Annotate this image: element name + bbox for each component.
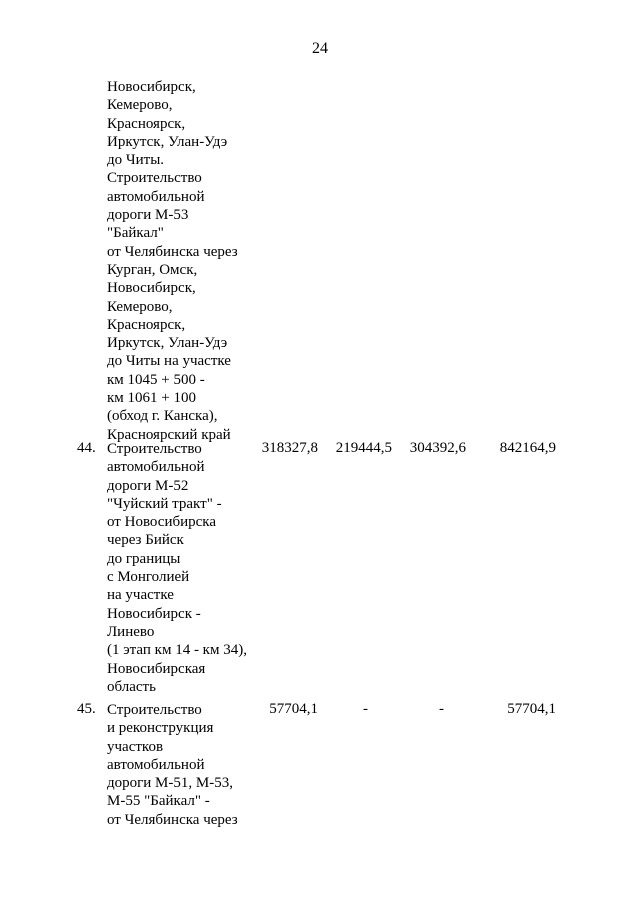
value-cell: 304392,6 [409,440,466,456]
row-description [107,440,247,696]
text-line: Кемерово, [107,97,173,114]
value-cell: 318327,8 [261,440,318,456]
value-cell: 219444,5 [335,440,392,456]
text-line: км 1061 + 100 [107,390,196,407]
text-line: Новосибирск - [107,605,201,622]
text-line: автомобильной [107,756,205,773]
text-line: Строительство [107,441,202,457]
text-line: Кемерово, [107,298,173,315]
text-line: Красноярск, [107,316,186,333]
page-number: 24 [312,40,328,57]
text-line: автомобильной [107,459,205,476]
row-number: 45. [77,701,96,717]
text-line: через Бийск [107,532,184,549]
text-line: Курган, Омск, [107,261,198,278]
text-line: дороги М-52 [107,477,189,494]
text-line: Строительство [107,170,202,187]
text-line: до Читы. [107,152,165,169]
value-cell: 57704,1 [269,701,318,717]
text-line: автомобильной [107,188,205,205]
text-line: от Новосибирска [107,514,217,531]
text-line: "Байкал" [107,225,164,242]
text-line: Линево [107,623,155,640]
text-line: область [107,678,156,695]
text-line: Красноярск, [107,115,186,132]
text-line: Красноярский край [107,426,231,443]
value-cell: - [439,701,444,717]
text-line: М-55 "Байкал" - [107,793,210,810]
text-line: Иркутск, Улан-Удэ [107,133,228,150]
row-description [107,701,238,829]
text-line: Новосибирск, [107,280,196,297]
value-cell: 57704,1 [507,701,556,717]
text-line: "Чуйский тракт" - [107,495,222,512]
text-line: участков [107,738,164,755]
text-line: Новосибирск, [107,79,196,95]
text-line: Иркутск, Улан-Удэ [107,335,228,352]
text-line: дороги М-53 [107,207,189,224]
text-line: Новосибирская [107,660,206,677]
text-line: (обход г. Канска), [107,408,218,425]
text-line: с Монголией [107,569,190,586]
text-line: Строительство [107,702,202,718]
continuation-text [107,78,238,444]
row-number: 44. [77,440,96,456]
text-line: дороги М-51, М-53, [107,775,233,792]
value-cell: 842164,9 [499,440,556,456]
text-line: от Челябинска через [107,811,238,828]
text-line: от Челябинска через [107,243,238,260]
text-line: на участке [107,587,174,604]
text-line: до границы [107,550,181,567]
text-line: и реконструкция [107,720,214,737]
value-cell: - [363,701,368,717]
text-line: (1 этап км 14 - км 34), [107,642,247,659]
text-line: до Читы на участке [107,353,231,370]
text-line: км 1045 + 500 - [107,371,205,388]
